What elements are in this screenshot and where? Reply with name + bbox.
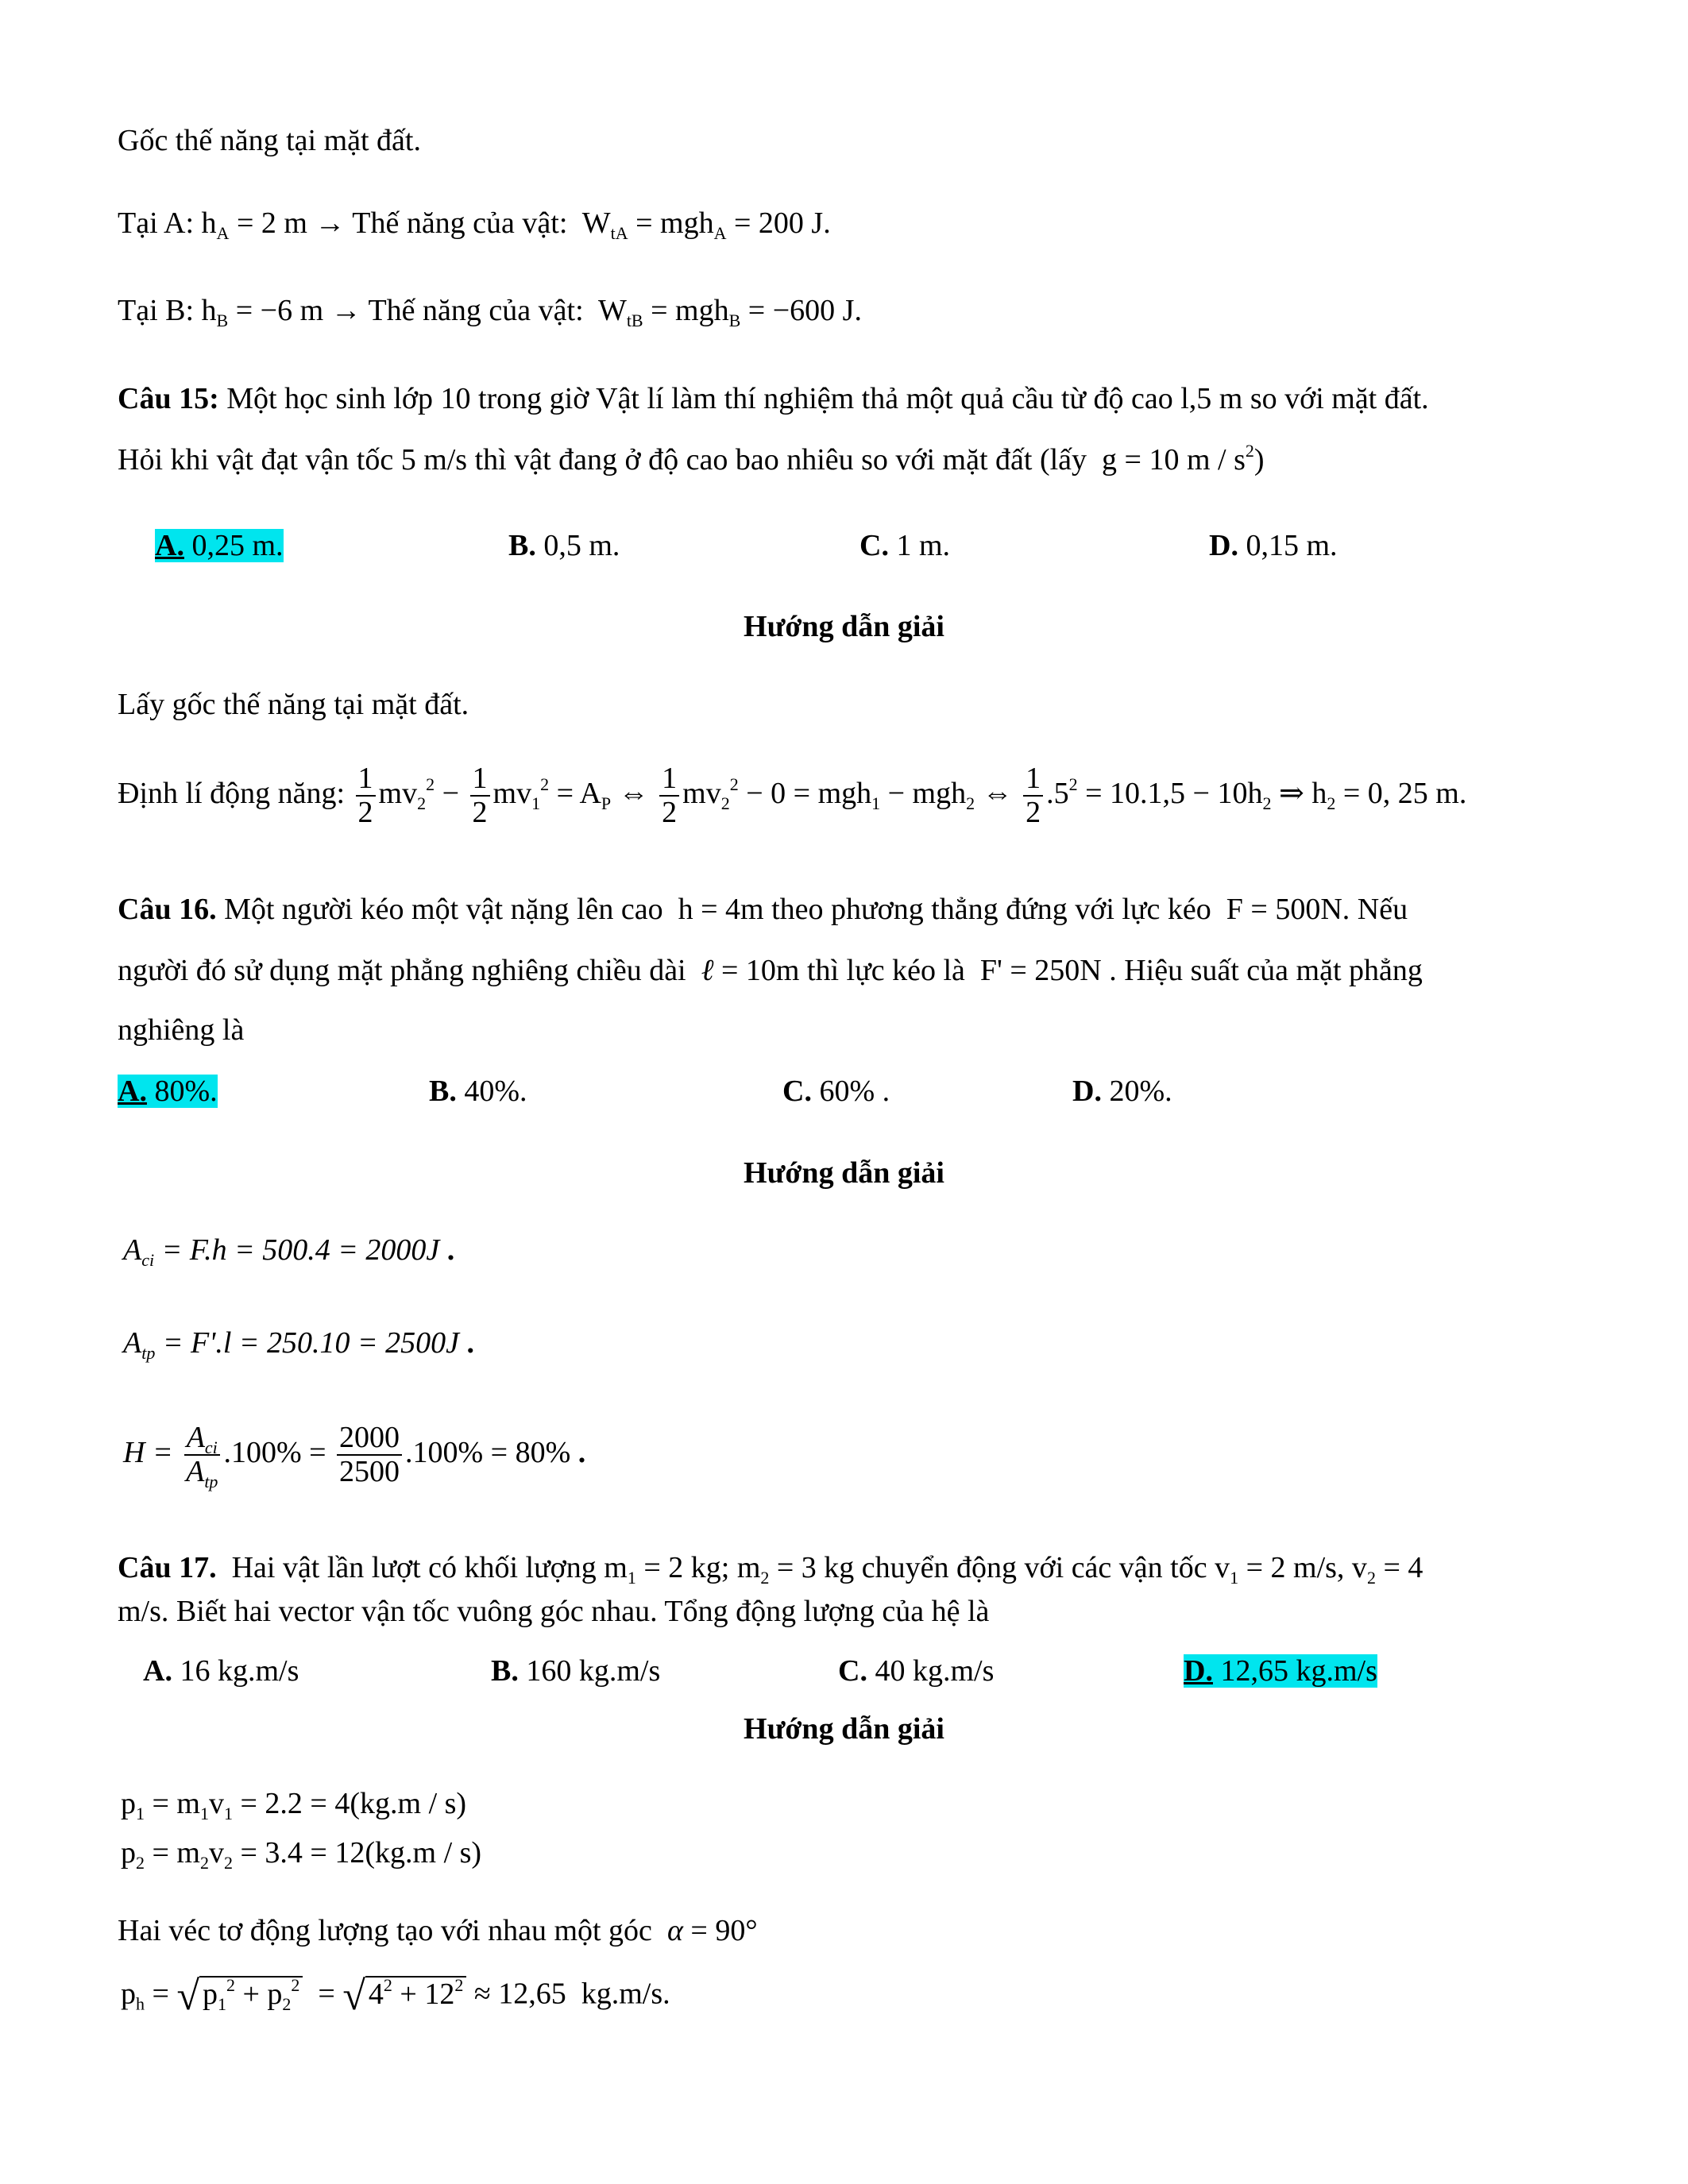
q15-option-c[interactable]: C. 1 m. [859, 529, 951, 562]
q15-guide-title: Hướng dẫn giải [744, 610, 944, 643]
q17-solution-total: $p_h$ = √ $p_1^2 + p_2^2$ = √ $4^2 + 12^2$ ≈ 12,65 kg.m/s. [121, 1974, 670, 2019]
q16-solution-efficiency: H = $\frac{A_{ci}}{A_{tp}}$ .100% = $\frac{2000}{2500}$ .100% = 80% . [123, 1421, 586, 1492]
q15-solution-line-1: Lấy gốc thế năng tại mặt đất. [118, 688, 469, 721]
q16-guide-title: Hướng dẫn giải [744, 1156, 944, 1190]
q16-solution-a-tp: $A_{tp} = F'.l = 250.10 = 2500J$ . [123, 1326, 475, 1363]
q16-option-b[interactable]: B. 40%. [429, 1075, 527, 1108]
q16-solution-a-ci: $A_{ci} = F.h = 500.4 = 2000J$ . [123, 1233, 455, 1270]
q15-option-d[interactable]: D. 0,15 m. [1209, 529, 1338, 562]
question-16-line-1: Câu 16. Một người kéo một vật nặng lên cao h = 4m theo phương thẳng đứng với lực kéo F = 500N. Nếu [118, 893, 1408, 926]
question-16-label: Câu 16. [118, 893, 217, 926]
question-17-label: Câu 17. [118, 1551, 217, 1584]
question-16-line-2: người đó sử dụng mặt phẳng nghiêng chiều dài ℓ = 10m thì lực kéo là F' = 250N . Hiệu suất của mặt phẳng [118, 954, 1423, 987]
q16-option-a[interactable]: A. 80%. [118, 1075, 218, 1108]
q17-solution-p1: $p_1 = m_1v_1 = 2.2 = 4(kg.m / s)$ [121, 1787, 467, 1823]
question-17-line-2: m/s. Biết hai vector vận tốc vuông góc nhau. Tổng động lượng của hệ là [118, 1595, 990, 1628]
q17-option-c[interactable]: C. 40 kg.m/s [838, 1654, 995, 1688]
intro-line: Gốc thế năng tại mặt đất. [118, 124, 421, 157]
question-15-line-2: Hỏi khi vật đạt vận tốc 5 m/s thì vật đang ở độ cao bao nhiêu so với mặt đất (lấy g = 10 m / $s^2$) [118, 441, 1265, 477]
q17-solution-angle: Hai véc tơ động lượng tạo với nhau một góc α = 90° [118, 1914, 758, 1947]
q17-option-a[interactable]: A. 16 kg.m/s [143, 1654, 299, 1688]
q15-solution-line-2: Định lí động năng: $\frac{1}{2}$ $mv_2^2$ − $\frac{1}{2}$ $mv_1^2 = A_P$ ⇔ $\frac{1}{2}$ $mv_2^2 - 0 = mgh_1 - mgh_2$ ⇔ $\frac{1}{2}$ $.5^2 = 10.1,5 - 10h_2$ ⇒ $h_2 = 0$, 25 m. [118, 762, 1467, 830]
intro-line-b: Tại B: $h_B = -6$ m → Thế năng của vật: $W_{tB} = mgh_B = -600$ J. [118, 294, 862, 330]
q17-option-d[interactable]: D. 12,65 kg.m/s [1184, 1654, 1377, 1688]
q15-option-b[interactable]: B. 0,5 m. [508, 529, 620, 562]
question-15-line-1: Câu 15: Một học sinh lớp 10 trong giờ Vật lí làm thí nghiệm thả một quả cầu từ độ cao l,5 m so với mặt đất. [118, 382, 1429, 415]
q16-option-c[interactable]: C. 60% . [782, 1075, 890, 1108]
question-16-line-3: nghiêng là [118, 1013, 245, 1047]
q15-option-a[interactable]: A. 0,25 m. [155, 529, 284, 562]
question-17-line-1: Câu 17. Hai vật lần lượt có khối lượng $m_1 = 2$ kg; $m_2 = 3$ kg chuyển động với các vận tốc $v_1 = 2$ m/s, $v_2 = 4$ [118, 1551, 1423, 1588]
question-15-label: Câu 15: [118, 382, 219, 415]
q17-option-b[interactable]: B. 160 kg.m/s [491, 1654, 661, 1688]
q17-solution-p2: $p_2 = m_2v_2 = 3.4 = 12(kg.m / s)$ [121, 1836, 482, 1873]
q17-guide-title: Hướng dẫn giải [744, 1712, 944, 1746]
q16-option-d[interactable]: D. 20%. [1072, 1075, 1172, 1108]
intro-line-a: Tại A: $h_A = 2$ m → Thế năng của vật: $W_{tA} = mgh_A = 200$ J. [118, 206, 831, 243]
